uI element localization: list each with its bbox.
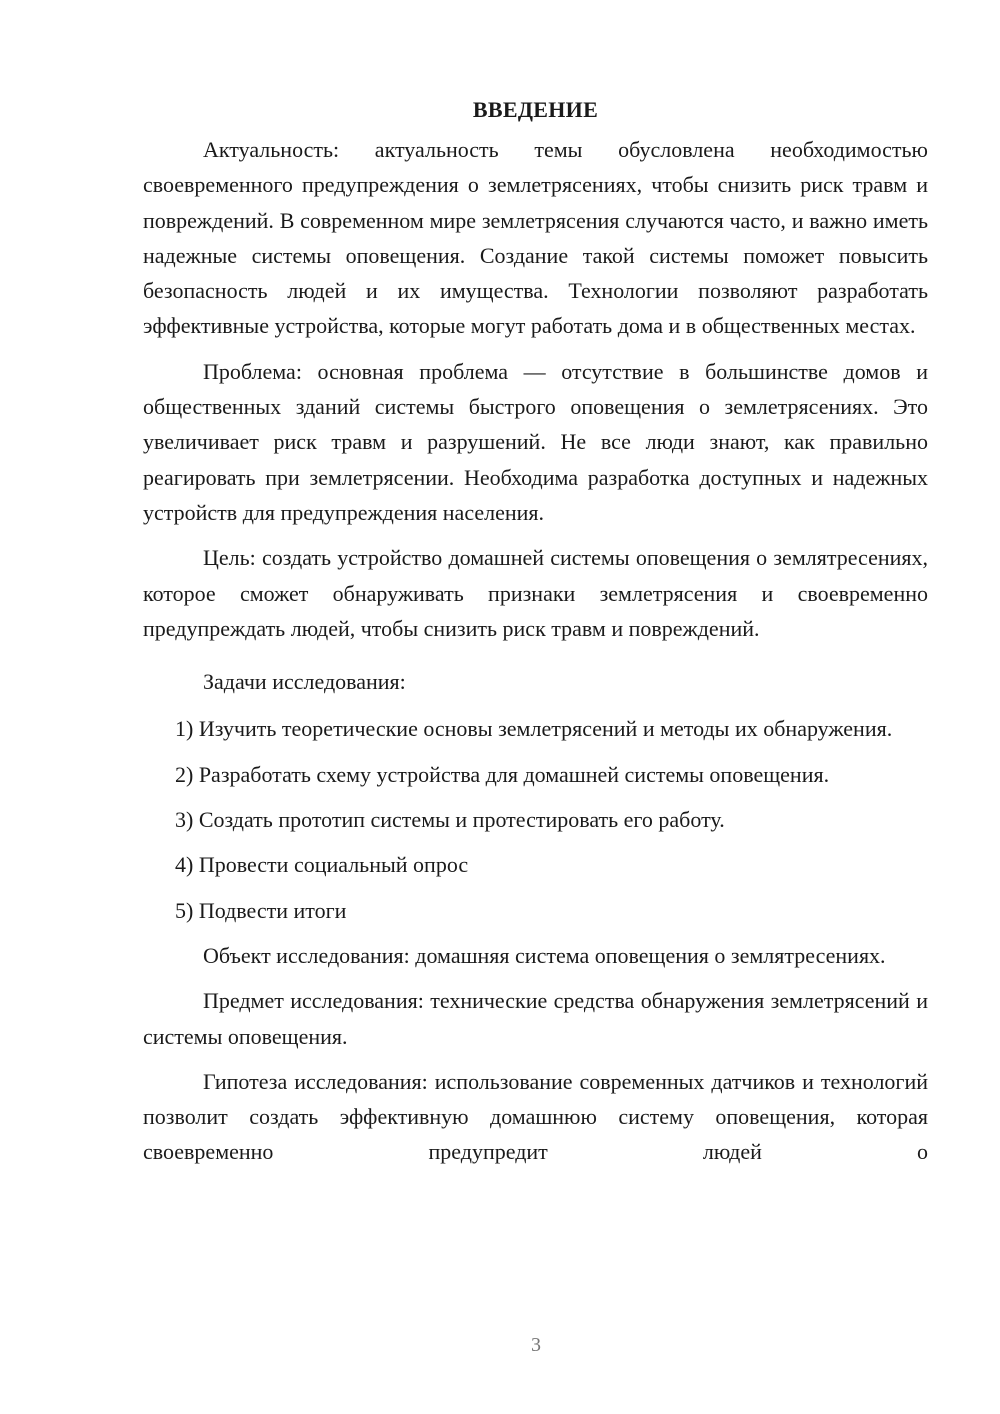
tasks-heading: Задачи исследования: [203,669,406,695]
list-item: 2) Разработать схему устройства для домашней системы оповещения. [175,761,830,787]
document-page [143,92,928,1170]
section-title: ВВЕДЕНИЕ [472,97,599,122]
page-number: 3 [531,1334,541,1356]
paragraph-subject: Предмет исследования: технические средства обнаружения землетрясений и системы оповещения. [143,988,928,1049]
list-item: 3) Создать прототип системы и протестировать его работу. [175,807,725,833]
list-item: 4) Провести социальный опрос [175,852,469,878]
paragraph-problem: Проблема: основная проблема — отсутствие в большинстве домов и общественных зданий системы быстрого оповещения о землетрясениях. Это увеличивает риск травм и разрушений. Не все люди знают, как правильно реагировать при землетрясении. Необходима разработка доступных и надежных устройств для предупреждения населения. [143,358,928,525]
list-item: 1) Изучить теоретические основы землетрясений и методы их обнаружения. [175,716,893,742]
paragraph-goal: Цель: создать устройство домашней системы оповещения о землятресениях, которое сможет обнаруживать признаки землетрясения и своевременно предупреждать людей, чтобы снизить риск травм и повреждений. [143,545,928,641]
paragraph-hypothesis: Гипотеза исследования: использование современных датчиков и технологий позволит создать эффективную домашнюю систему оповещения, которая своевременно предупредит людей о [143,1068,928,1165]
list-item: 5) Подвести итоги [175,897,347,923]
paragraph-object: Объект исследования: домашняя система оповещения о землятресениях. [203,942,886,968]
tasks-list [143,711,928,927]
paragraph-relevance: Актуальность: актуальность темы обусловлена необходимостью своевременного предупреждения о землетрясениях, чтобы снизить риск травм и повреждений. В современном мире землетрясения случаются часто, и важно иметь надежные системы оповещения. Создание такой системы поможет повысить безопасность людей и их имущества. Технологии позволяют разработать эффективные устройства, которые могут работать дома и в общественных местах. [143,137,928,339]
